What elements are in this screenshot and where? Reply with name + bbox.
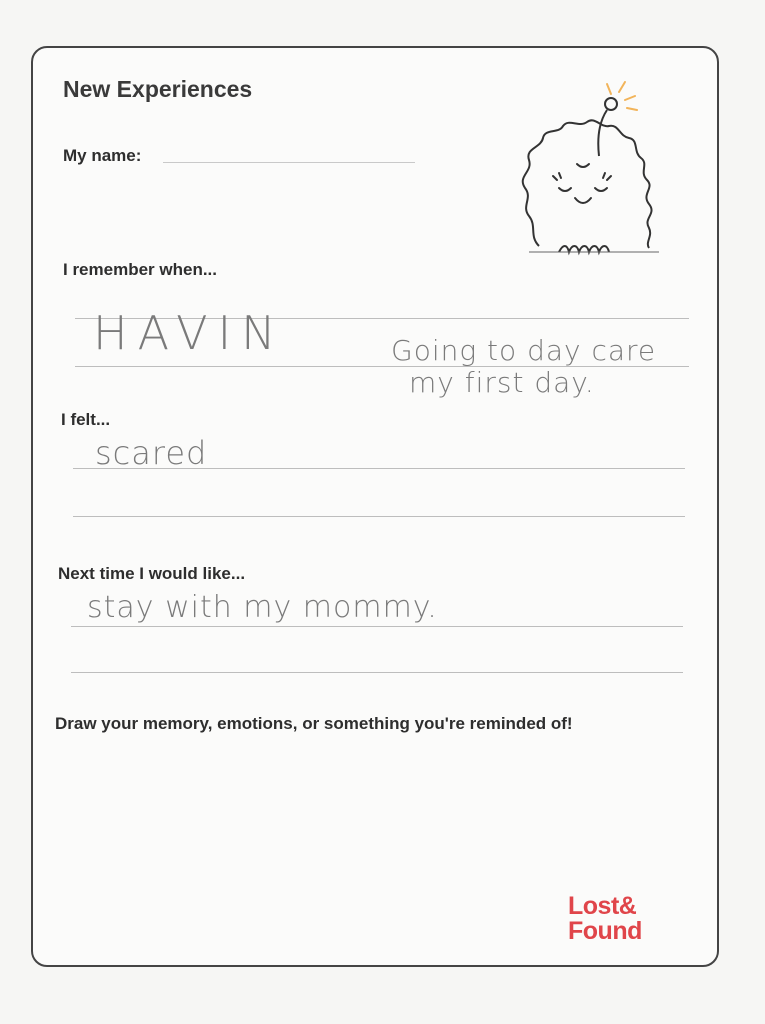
- drawing-area[interactable]: [55, 748, 695, 888]
- next-time-answer: stay with my mommy.: [87, 590, 438, 625]
- felt-line-2[interactable]: [73, 516, 685, 517]
- next-time-line-1[interactable]: [71, 626, 683, 627]
- name-line[interactable]: [163, 162, 415, 163]
- felt-label: I felt...: [61, 410, 111, 429]
- next-time-line-2[interactable]: [71, 672, 683, 673]
- remember-label: I remember when...: [63, 260, 217, 279]
- next-time-label: Next time I would like...: [58, 564, 246, 583]
- logo-line-1: Lost&: [568, 892, 637, 920]
- fuzzy-mascot-icon: [499, 76, 661, 266]
- child-name-handwriting: HAVIN: [93, 306, 286, 360]
- draw-prompt: Draw your memory, emotions, or something you're reminded of!: [55, 714, 573, 733]
- felt-answer: scared: [95, 434, 208, 472]
- logo-line-2: Found: [568, 917, 642, 945]
- remember-answer-line-2: my first day.: [409, 366, 595, 399]
- worksheet-title: New Experiences: [63, 76, 253, 102]
- lost-and-found-logo: [568, 894, 678, 952]
- worksheet-card: [31, 46, 719, 967]
- name-label: My name:: [63, 146, 142, 165]
- remember-answer-line-1: Going to day care: [391, 334, 657, 367]
